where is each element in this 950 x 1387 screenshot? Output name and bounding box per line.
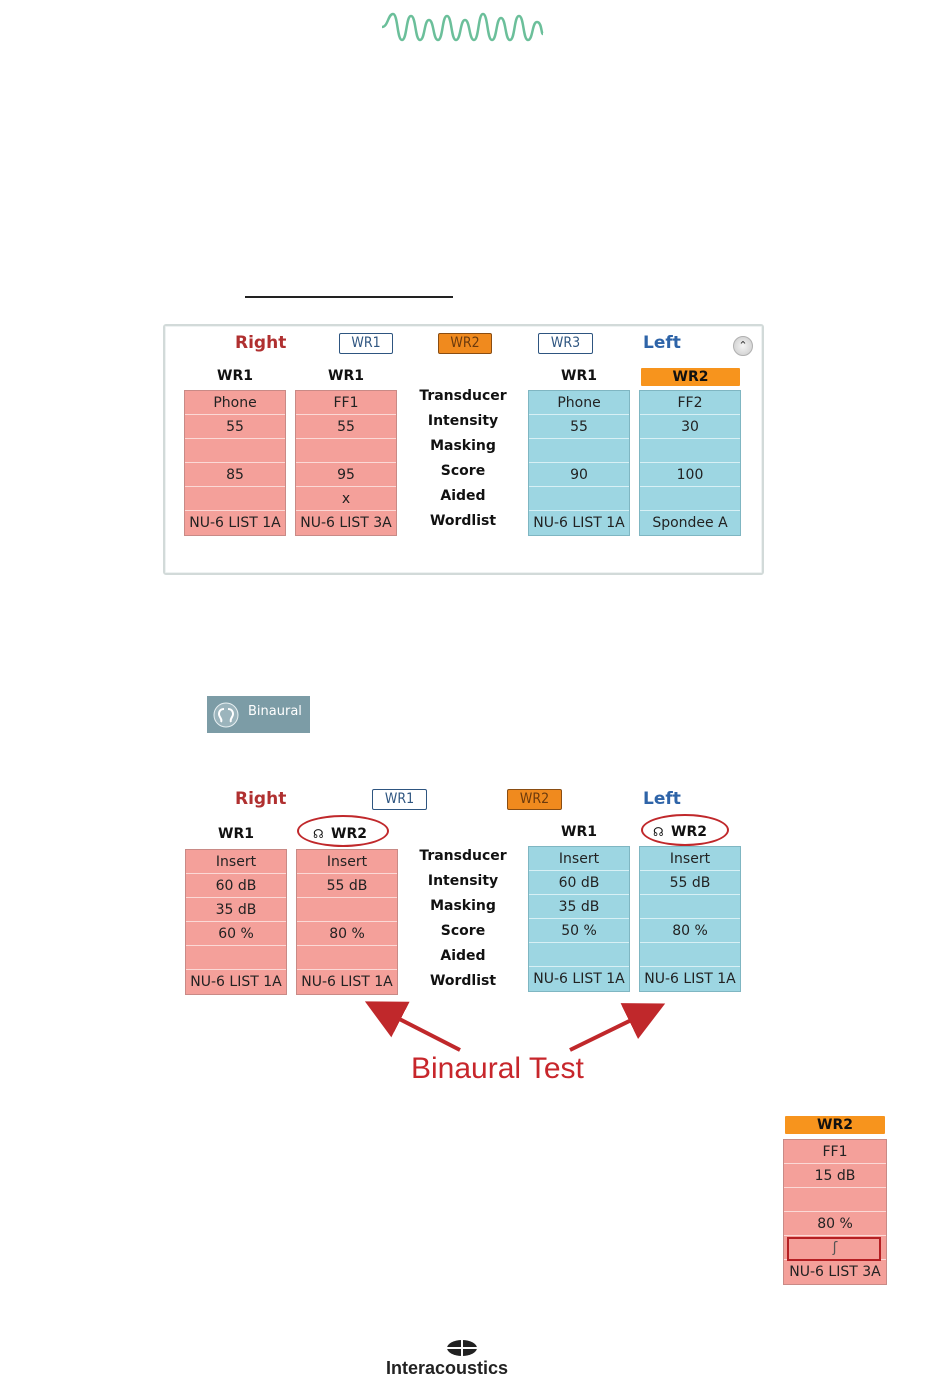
right-wr2-binaural-column[interactable] xyxy=(296,849,398,995)
brand-name: Interacoustics xyxy=(386,1358,509,1378)
wordlist-cell[interactable]: Spondee A xyxy=(652,515,728,531)
intensity-cell[interactable]: 55 xyxy=(529,415,629,439)
tab-wr3[interactable]: WR3 xyxy=(538,333,593,354)
binaural-button[interactable] xyxy=(207,696,310,733)
ear-icon: ʃ xyxy=(832,1240,838,1256)
row-label-intensity: Intensity xyxy=(427,413,499,429)
transducer-cell[interactable]: Insert xyxy=(640,847,740,871)
binaural-test-caption: Binaural Test xyxy=(411,1052,584,1085)
column-header-selected[interactable]: WR2 xyxy=(641,368,740,386)
wordlist-cell[interactable]: NU-6 LIST 3A xyxy=(789,1264,881,1280)
left-wr2-binaural-column[interactable] xyxy=(639,846,741,992)
annotation-ellipse xyxy=(641,814,729,846)
annotation-box xyxy=(787,1237,881,1261)
row-label-masking: Masking xyxy=(430,898,496,914)
tab-wr2[interactable]: WR2 xyxy=(507,789,562,810)
binaural-button-label: Binaural xyxy=(248,704,302,719)
transducer-cell[interactable]: Insert xyxy=(186,850,286,874)
aided-cell[interactable] xyxy=(640,487,740,511)
intensity-cell[interactable]: 60 dB xyxy=(186,874,286,898)
wordlist-cell[interactable]: NU-6 LIST 1A xyxy=(644,971,736,987)
masking-cell[interactable] xyxy=(185,439,285,463)
masking-cell[interactable] xyxy=(784,1188,886,1212)
transducer-cell[interactable]: Insert xyxy=(529,847,629,871)
right-ear-label: Right xyxy=(235,333,287,353)
score-cell[interactable]: 95 xyxy=(296,463,396,487)
row-label-score: Score xyxy=(440,463,486,479)
column-header: WR1 xyxy=(561,824,597,840)
intensity-cell[interactable]: 60 dB xyxy=(529,871,629,895)
aided-cell[interactable] xyxy=(640,943,740,967)
score-cell[interactable]: 80 % xyxy=(784,1212,886,1236)
masking-cell[interactable] xyxy=(529,439,629,463)
row-label-score: Score xyxy=(440,923,486,939)
row-label-wordlist: Wordlist xyxy=(429,513,497,529)
masking-cell[interactable] xyxy=(640,895,740,919)
wordlist-cell[interactable]: NU-6 LIST 1A xyxy=(301,974,393,990)
annotation-ellipse xyxy=(297,815,389,847)
right-ear-label: Right xyxy=(235,789,287,809)
right-wr1-column[interactable] xyxy=(184,390,286,536)
column-header: WR1 xyxy=(217,368,253,384)
binaural-ears-icon: ☊ xyxy=(313,827,324,841)
row-label-transducer: Transducer xyxy=(419,388,507,404)
score-cell[interactable]: 100 xyxy=(640,463,740,487)
row-label-masking: Masking xyxy=(430,438,496,454)
left-ear-label: Left xyxy=(643,333,681,353)
intensity-cell[interactable]: 55 dB xyxy=(297,874,397,898)
intensity-cell[interactable]: 55 xyxy=(296,415,396,439)
waveform-logo-icon xyxy=(380,10,545,44)
transducer-cell[interactable]: Insert xyxy=(297,850,397,874)
right-wr1-column[interactable] xyxy=(185,849,287,995)
masking-cell[interactable] xyxy=(640,439,740,463)
row-label-transducer: Transducer xyxy=(419,848,507,864)
tab-wr1[interactable]: WR1 xyxy=(372,789,427,810)
collapse-button[interactable] xyxy=(733,336,753,356)
double-chevron-up-icon: ⌃ xyxy=(738,339,748,352)
score-cell[interactable]: 60 % xyxy=(186,922,286,946)
transducer-cell[interactable]: FF1 xyxy=(296,391,396,415)
left-wr1-column[interactable] xyxy=(528,846,630,992)
aided-cell[interactable] xyxy=(185,487,285,511)
aided-cell[interactable] xyxy=(529,487,629,511)
transducer-cell[interactable]: FF1 xyxy=(784,1140,886,1164)
annotation-arrows xyxy=(350,995,680,1060)
score-cell[interactable]: 85 xyxy=(185,463,285,487)
wordlist-cell[interactable]: NU-6 LIST 3A xyxy=(300,515,392,531)
wordlist-cell[interactable]: NU-6 LIST 1A xyxy=(190,974,282,990)
intensity-cell[interactable]: 15 dB xyxy=(784,1164,886,1188)
score-cell[interactable]: 80 % xyxy=(640,919,740,943)
column-header: WR1 xyxy=(561,368,597,384)
column-header: WR1 xyxy=(218,826,254,842)
interacoustics-logo-icon xyxy=(446,1339,478,1357)
intensity-cell[interactable]: 55 dB xyxy=(640,871,740,895)
masking-cell[interactable]: 35 dB xyxy=(186,898,286,922)
transducer-cell[interactable]: Phone xyxy=(529,391,629,415)
section-rule xyxy=(245,296,453,298)
wordlist-cell[interactable]: NU-6 LIST 1A xyxy=(189,515,281,531)
aided-cell[interactable] xyxy=(529,943,629,967)
intensity-cell[interactable]: 30 xyxy=(640,415,740,439)
transducer-cell[interactable]: Phone xyxy=(185,391,285,415)
row-label-intensity: Intensity xyxy=(427,873,499,889)
score-cell[interactable]: 50 % xyxy=(529,919,629,943)
left-ear-label: Left xyxy=(643,789,681,809)
masking-cell[interactable] xyxy=(296,439,396,463)
aided-column[interactable] xyxy=(783,1139,887,1285)
binaural-ears-icon xyxy=(213,702,239,728)
column-header-label: WR2 xyxy=(671,824,707,840)
score-cell[interactable]: 80 % xyxy=(297,922,397,946)
binaural-ears-icon: ☊ xyxy=(653,825,664,839)
column-header-label: WR2 xyxy=(331,826,367,842)
aided-cell[interactable]: x xyxy=(296,487,396,511)
row-label-aided: Aided xyxy=(440,488,486,504)
column-header-selected[interactable]: WR2 xyxy=(785,1116,885,1134)
row-label-wordlist: Wordlist xyxy=(429,973,497,989)
row-label-aided: Aided xyxy=(440,948,486,964)
right-wr1-ff-column[interactable] xyxy=(295,390,397,536)
left-wr2-column[interactable] xyxy=(639,390,741,536)
masking-cell[interactable]: 35 dB xyxy=(529,895,629,919)
column-header: WR1 xyxy=(328,368,364,384)
wordlist-cell[interactable]: NU-6 LIST 1A xyxy=(533,971,625,987)
aided-cell[interactable] xyxy=(297,946,397,970)
score-cell[interactable]: 90 xyxy=(529,463,629,487)
wordlist-cell[interactable]: NU-6 LIST 1A xyxy=(533,515,625,531)
left-wr1-column[interactable] xyxy=(528,390,630,536)
tab-wr1[interactable]: WR1 xyxy=(339,333,393,354)
masking-cell[interactable] xyxy=(297,898,397,922)
aided-cell[interactable] xyxy=(186,946,286,970)
tab-wr2[interactable]: WR2 xyxy=(438,333,492,354)
intensity-cell[interactable]: 55 xyxy=(185,415,285,439)
transducer-cell[interactable]: FF2 xyxy=(640,391,740,415)
